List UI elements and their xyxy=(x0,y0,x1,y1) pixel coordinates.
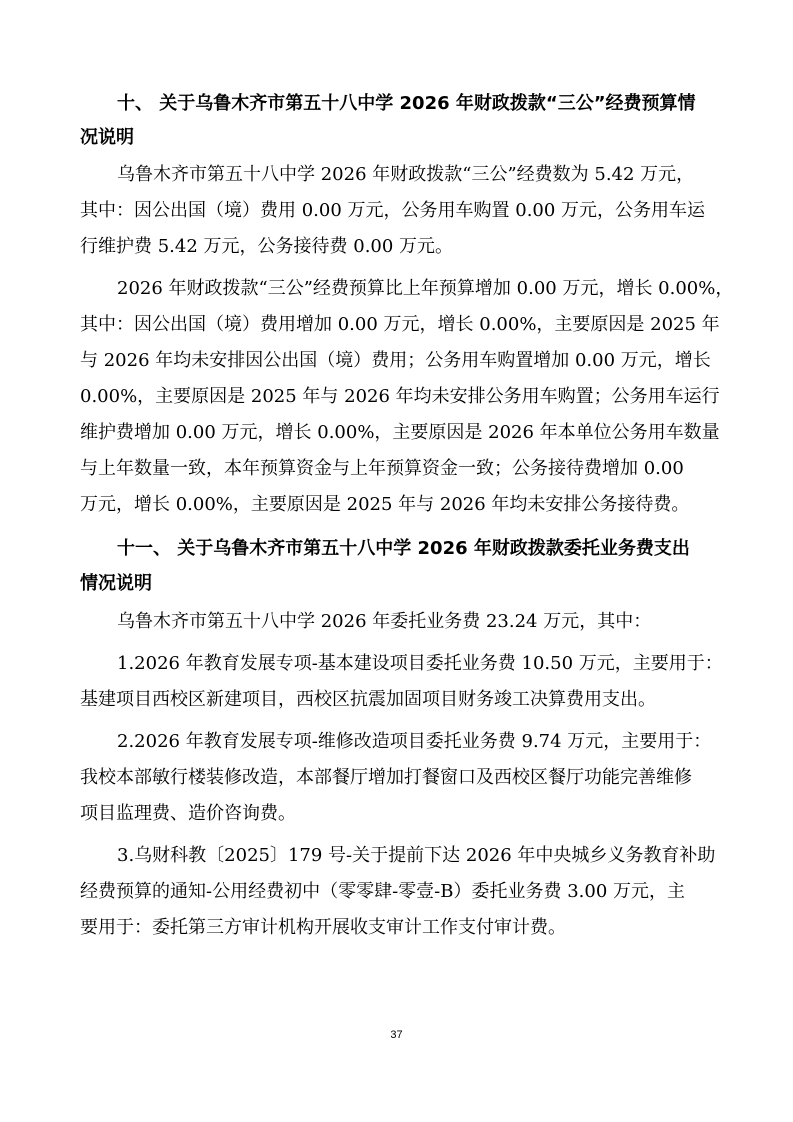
section-11-heading-line-2: 情况说明 xyxy=(80,573,152,594)
paragraph-line: 1.2026 年教育发展专项-基本建设项目委托业务费 10.50 万元，主要用于： xyxy=(117,653,723,674)
paragraph-line: 其中：因公出国（境）费用 0.00 万元，公务用车购置 0.00 万元，公务用车运 xyxy=(80,200,706,221)
paragraph-line: 2026 年财政拨款“三公”经费预算比上年预算增加 0.00 万元，增长 0.00%， xyxy=(117,278,734,299)
paragraph-line: 与上年数量一致，本年预算资金与上年预算资金一致；公务接待费增加 0.00 xyxy=(80,458,684,479)
paragraph-line: 行维护费 5.42 万元，公务接待费 0.00 万元。 xyxy=(80,236,454,257)
paragraph-line: 乌鲁木齐市第五十八中学 2026 年财政拨款“三公”经费数为 5.42 万元， xyxy=(117,164,695,185)
section-10-heading-line-2: 况说明 xyxy=(80,127,134,148)
paragraph-line: 3.乌财科教〔2025〕179 号-关于提前下达 2026 年中央城乡义务教育补助 xyxy=(117,845,716,866)
paragraph-line: 乌鲁木齐市第五十八中学 2026 年委托业务费 23.24 万元，其中： xyxy=(117,611,652,632)
paragraph-line: 我校本部敏行楼装修改造，本部餐厅增加打餐窗口及西校区餐厅功能完善维修 xyxy=(80,767,692,788)
paragraph-line: 其中：因公出国（境）费用增加 0.00 万元，增长 0.00%，主要原因是 2025 年 xyxy=(80,314,720,335)
paragraph-line: 要用于：委托第三方审计机构开展收支审计工作支付审计费。 xyxy=(80,917,566,938)
paragraph-line: 项目监理费、造价咨询费。 xyxy=(80,803,296,824)
paragraph-line: 维护费增加 0.00 万元，增长 0.00%，主要原因是 2026 年本单位公务用车数量 xyxy=(80,422,720,443)
paragraph-line: 与 2026 年均未安排因公出国（境）费用；公务用车购置增加 0.00 万元，增长 xyxy=(80,350,711,371)
paragraph-line: 经费预算的通知-公用经费初中（零零肆-零壹-B）委托业务费 3.00 万元，主 xyxy=(80,881,685,902)
section-10-heading-line-1: 十、 关于乌鲁木齐市第五十八中学 2026 年财政拨款“三公”经费预算情 xyxy=(117,93,696,114)
page-number: 37 xyxy=(390,1029,403,1041)
paragraph-line: 基建项目西校区新建项目，西校区抗震加固项目财务竣工决算费用支出。 xyxy=(80,689,656,710)
paragraph-line: 万元，增长 0.00%，主要原因是 2025 年与 2026 年均未安排公务接待费。 xyxy=(80,494,690,515)
paragraph-line: 0.00%，主要原因是 2025 年与 2026 年均未安排公务用车购置；公务用车运行 xyxy=(80,386,720,407)
paragraph-line: 2.2026 年教育发展专项-维修改造项目委托业务费 9.74 万元，主要用于： xyxy=(117,731,712,752)
section-11-heading-line-1: 十一、 关于乌鲁木齐市第五十八中学 2026 年财政拨款委托业务费支出 xyxy=(117,538,690,559)
